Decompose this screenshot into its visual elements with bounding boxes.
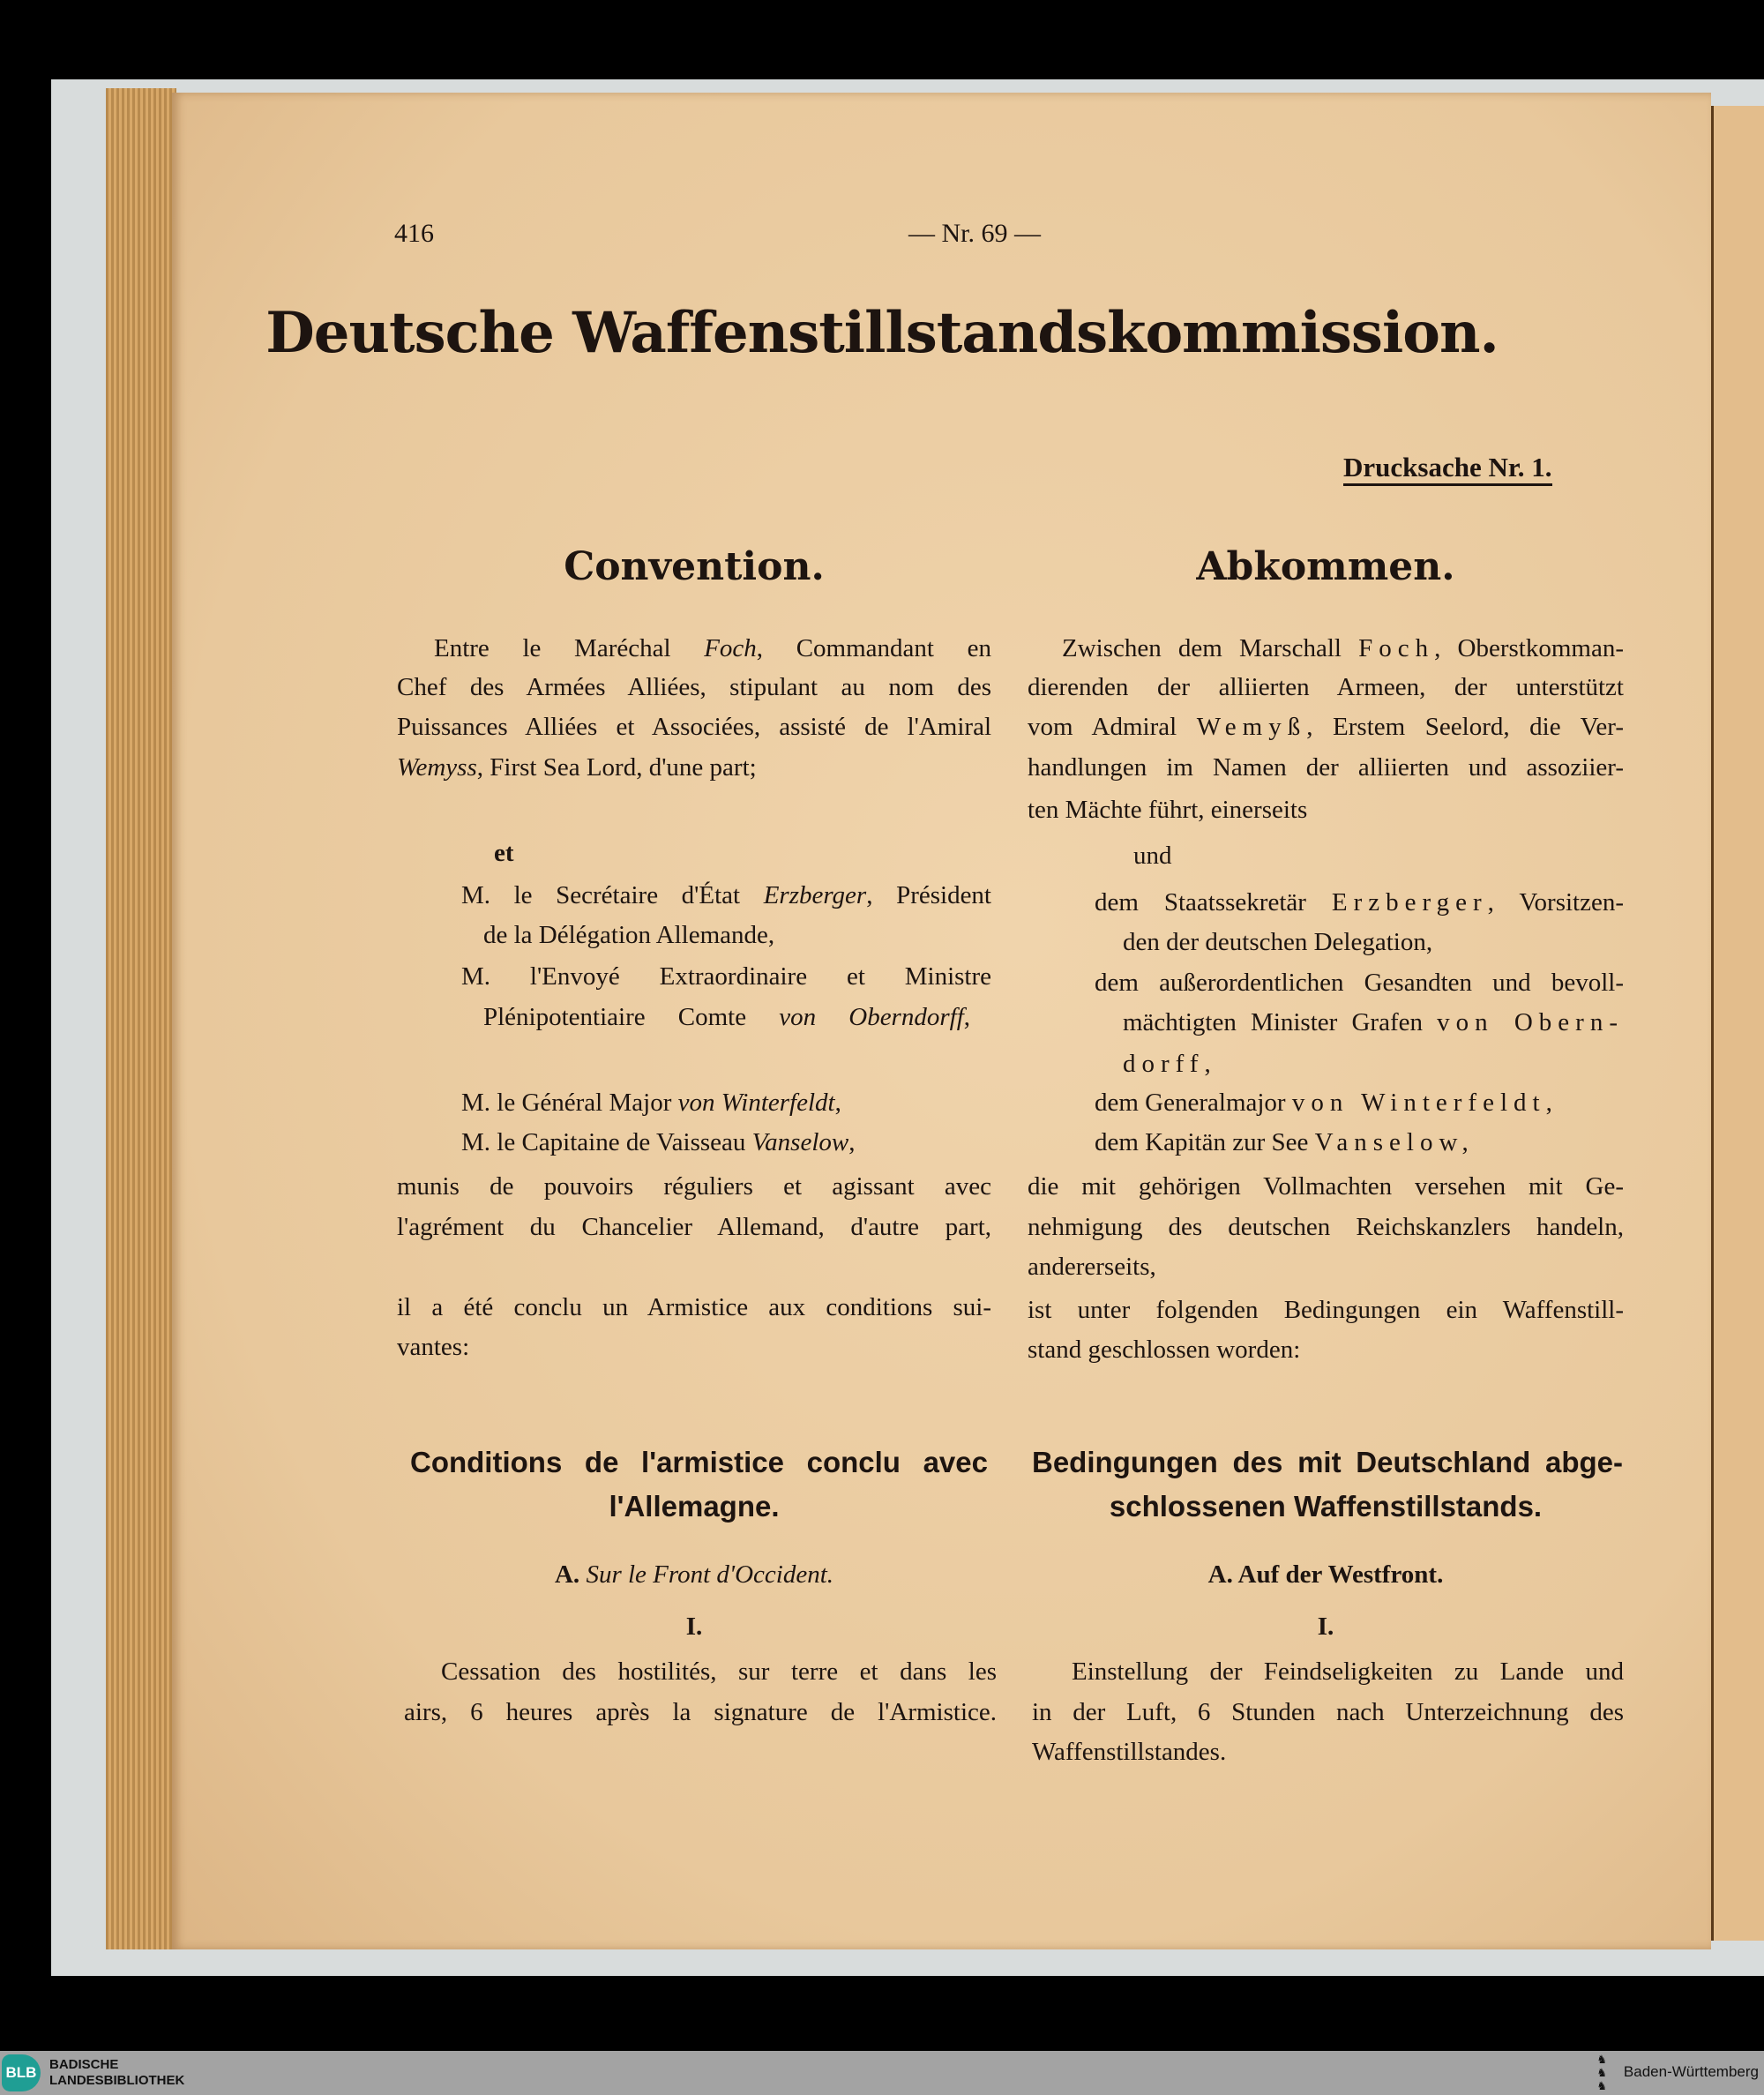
- state-lions-icon: ♞ ♞ ♞: [1596, 2053, 1607, 2092]
- left-line: M. le Secrétaire d'État Erzberger, Président: [461, 881, 991, 909]
- left-line: Wemyss, First Sea Lord, d'une part;: [397, 753, 757, 782]
- left-line: M. le Général Major von Winterfeldt,: [461, 1089, 841, 1117]
- left-line: l'agrément du Chancelier Allemand, d'autre part,: [397, 1213, 991, 1241]
- left-heading: Convention.: [564, 544, 825, 589]
- right-line: Waffenstillstandes.: [1032, 1738, 1227, 1766]
- right-section-a: A. Auf der Westfront.: [1207, 1560, 1444, 1589]
- left-roman-numeral: I.: [685, 1612, 703, 1641]
- left-conditions-heading: Conditions de l'armistice conclu avec: [410, 1446, 988, 1478]
- right-line: dierenden der alliierten Armeen, der unterstützt: [1028, 673, 1624, 701]
- left-line: M. le Capitaine de Vaisseau Vanselow,: [461, 1128, 856, 1156]
- right-line: ist unter folgenden Bedingungen ein Waffenstill-: [1028, 1296, 1624, 1324]
- right-line: den der deutschen Delegation,: [1123, 928, 1433, 956]
- left-et: et: [494, 839, 514, 867]
- page-title: Deutsche Waffenstillstandskommission.: [265, 300, 1499, 366]
- right-line: Zwischen dem Marschall Foch, Oberstkomman-: [1062, 634, 1624, 662]
- right-line: dem Kapitän zur See Vanselow,: [1095, 1128, 1475, 1156]
- page-edges: [106, 88, 176, 1949]
- left-line: Chef des Armées Alliées, stipulant au nom des: [397, 673, 991, 701]
- right-line: vom Admiral Wemyß, Erstem Seelord, die Ver-: [1028, 713, 1624, 741]
- right-line: dorff,: [1123, 1050, 1217, 1078]
- right-und: und: [1133, 842, 1172, 870]
- right-conditions-heading: Bedingungen des mit Deutschland abge-: [1032, 1446, 1623, 1478]
- library-name: BADISCHE LANDESBIBLIOTHEK: [49, 2057, 185, 2088]
- right-line: andererseits,: [1028, 1253, 1156, 1281]
- right-line: nehmigung des deutschen Reichskanzlers handeln,: [1028, 1213, 1624, 1241]
- left-line: de la Délégation Allemande,: [483, 921, 775, 949]
- footer-bar: [0, 2051, 1764, 2095]
- right-line: handlungen im Namen der alliierten und assoziier-: [1028, 753, 1624, 782]
- page-number: 416: [394, 219, 434, 248]
- drucksache-label: Drucksache Nr. 1.: [1343, 452, 1552, 486]
- right-line: mächtigten Minister Grafen von Obern-: [1123, 1008, 1624, 1036]
- left-line: M. l'Envoyé Extraordinaire et Ministre: [461, 962, 991, 991]
- left-line: vantes:: [397, 1333, 470, 1361]
- left-line: Entre le Maréchal Foch, Commandant en: [434, 634, 991, 662]
- right-line: dem Generalmajor von Winterfeldt,: [1095, 1089, 1558, 1117]
- right-line: stand geschlossen worden:: [1028, 1336, 1301, 1364]
- left-line: il a été conclu un Armistice aux conditions sui-: [397, 1293, 991, 1321]
- left-line: Puissances Alliées et Associées, assisté de l'Amiral: [397, 713, 991, 741]
- left-conditions-heading: l'Allemagne.: [609, 1490, 780, 1523]
- left-line: Cessation des hostilités, sur terre et dans les: [441, 1657, 997, 1686]
- left-line: munis de pouvoirs réguliers et agissant avec: [397, 1172, 991, 1201]
- right-heading: Abkommen.: [1196, 544, 1455, 589]
- facing-page-edge: [1711, 106, 1764, 1941]
- left-line: airs, 6 heures après la signature de l'Armistice.: [404, 1698, 997, 1726]
- right-line: in der Luft, 6 Stunden nach Unterzeichnung des: [1032, 1698, 1624, 1726]
- right-conditions-heading: schlossenen Waffenstillstands.: [1109, 1490, 1543, 1523]
- right-roman-numeral: I.: [1317, 1612, 1334, 1641]
- blb-logo[interactable]: BLB: [2, 2054, 41, 2091]
- right-line: Einstellung der Feindseligkeiten zu Lande und: [1072, 1657, 1624, 1686]
- issue-number: — Nr. 69 —: [908, 219, 1041, 248]
- left-line: Plénipotentiaire Comte von Oberndorff,: [483, 1003, 970, 1031]
- right-line: dem außerordentlichen Gesandten und bevoll-: [1095, 969, 1624, 997]
- right-line: die mit gehörigen Vollmachten versehen mit Ge-: [1028, 1172, 1624, 1201]
- right-line: ten Mächte führt, einerseits: [1028, 796, 1308, 824]
- right-line: dem Staatssekretär Erzberger, Vorsitzen-: [1095, 888, 1624, 917]
- left-section-a: A. Sur le Front d'Occident.: [554, 1560, 834, 1589]
- state-name[interactable]: Baden-Württemberg: [1623, 2063, 1759, 2080]
